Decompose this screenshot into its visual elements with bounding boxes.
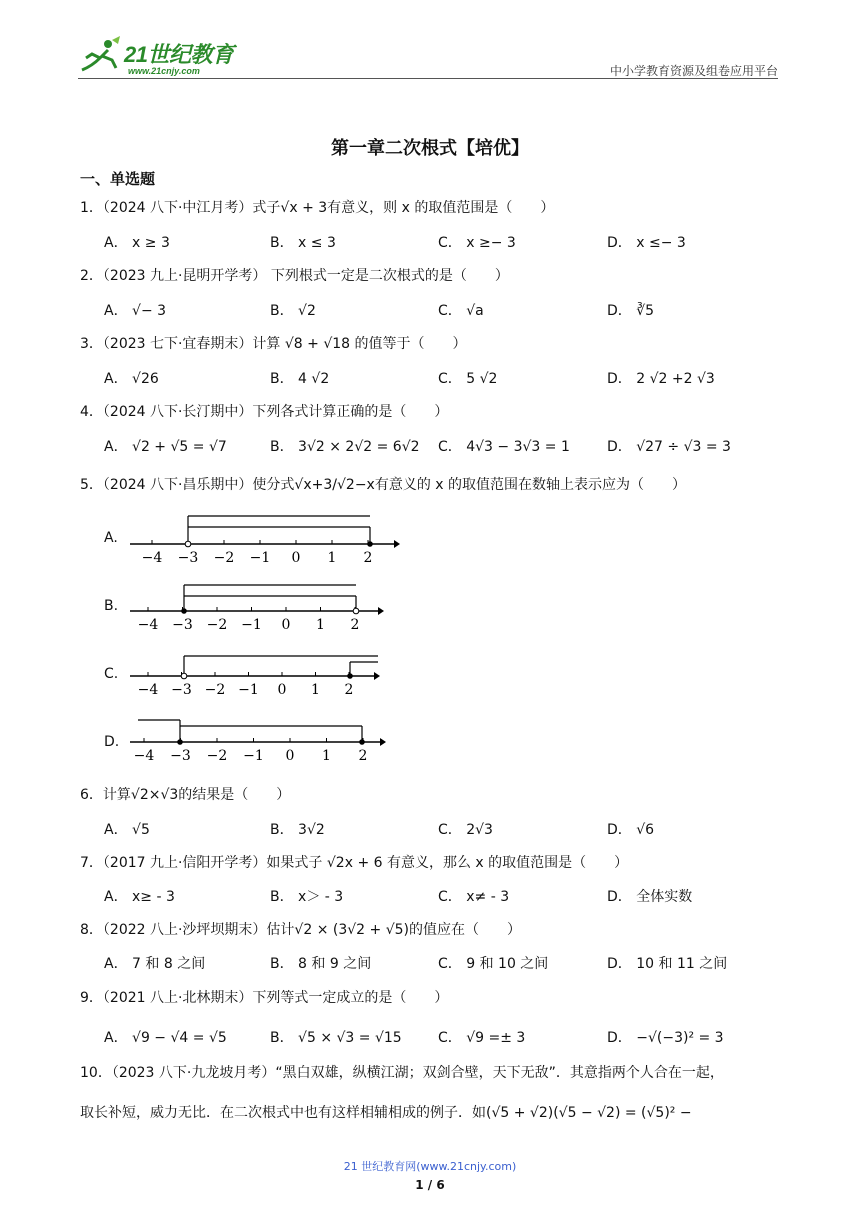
footer-site-link[interactable]: 21 世纪教育网(www.21cnjy.com) <box>343 1160 517 1173</box>
number-line-tick-label: −3 <box>171 682 192 698</box>
number-line-tick-label: 0 <box>285 748 295 764</box>
question-6-stem: 6．计算√2×√3的结果是（ ） <box>80 787 291 803</box>
number-line-tick-label: 2 <box>363 550 373 566</box>
number-line-tick-label: −2 <box>213 550 235 566</box>
question-5-option-d[interactable]: D. <box>104 734 120 750</box>
question-6-option-c[interactable]: C． 2√3 <box>438 822 493 838</box>
question-4-option-a[interactable]: A． √2 + √5 = √7 <box>104 439 227 455</box>
question-9-stem: 9．（2021 八上·北林期末）下列等式一定成立的是（ ） <box>80 990 449 1006</box>
question-4-stem: 4．（2024 八下·长汀期中）下列各式计算正确的是（ ） <box>80 404 449 420</box>
header-divider <box>78 78 778 79</box>
runner-logo-icon <box>78 36 122 76</box>
number-line-a[interactable] <box>130 510 400 572</box>
question-8-option-d[interactable]: D． 10 和 11 之间 <box>607 956 728 972</box>
number-line-b[interactable] <box>130 580 400 642</box>
question-6-option-b[interactable]: B． 3√2 <box>270 822 325 838</box>
number-line-tick-label: 0 <box>291 550 301 566</box>
question-1-option-d[interactable]: D． x ≤− 3 <box>607 235 686 251</box>
question-8-option-a[interactable]: A． 7 和 8 之间 <box>104 956 206 972</box>
question-7-option-a[interactable]: A． x≥ - 3 <box>104 889 175 905</box>
question-1-option-b[interactable]: B． x ≤ 3 <box>270 235 336 251</box>
section-heading: 一、单选题 <box>80 170 156 188</box>
question-3-option-c[interactable]: C． 5 √2 <box>438 371 498 387</box>
question-6-option-d[interactable]: D． √6 <box>607 822 655 838</box>
number-line-tick-label: 1 <box>311 682 320 698</box>
number-line-d[interactable] <box>130 716 400 778</box>
number-line-tick-label: 1 <box>327 550 337 566</box>
question-4-option-b[interactable]: B． 3√2 × 2√2 = 6√2 <box>270 439 420 455</box>
question-10-line-1: 10．（2023 八下·九龙坡月考）“黑白双雄，纵横江湖；双剑合壁，天下无敌”．其意指两个人合在一起， <box>80 1065 724 1081</box>
question-1-stem: 1．（2024 八下·中江月考）式子√x + 3有意义，则 x 的取值范围是（ ） <box>80 200 555 216</box>
question-5-option-b[interactable]: B. <box>104 598 119 614</box>
number-line-tick-label: 1 <box>322 748 331 764</box>
number-line-tick-label: −2 <box>206 617 228 633</box>
question-1-option-c[interactable]: C． x ≥− 3 <box>438 235 516 251</box>
question-2-stem: 2．（2023 九上·昆明开学考） 下列根式一定是二次根式的是（ ） <box>80 268 509 284</box>
question-1-option-a[interactable]: A． x ≥ 3 <box>104 235 170 251</box>
question-7-stem: 7．（2017 九上·信阳开学考）如果式子 √2x + 6 有意义，那么 x 的取值范围是（ ） <box>80 855 629 871</box>
question-8-option-c[interactable]: C． 9 和 10 之间 <box>438 956 549 972</box>
number-line-tick-label: −3 <box>177 550 199 566</box>
question-3-option-d[interactable]: D． 2 √2 +2 √3 <box>607 371 715 387</box>
number-line-tick-label: −2 <box>204 682 226 698</box>
question-6-option-a[interactable]: A． √5 <box>104 822 150 838</box>
question-3-option-a[interactable]: A． √26 <box>104 371 159 387</box>
question-9-option-d[interactable]: D． −√(−3)² = 3 <box>607 1030 724 1046</box>
question-9-option-c[interactable]: C． √9 =± 3 <box>438 1030 526 1046</box>
logo-url: www.21cnjy.com <box>128 66 200 76</box>
question-3-stem: 3．（2023 七下·宜春期末）计算 √8 + √18 的值等于（ ） <box>80 336 467 352</box>
number-line-tick-label: −3 <box>170 748 191 764</box>
question-2-option-c[interactable]: C． √a <box>438 303 484 319</box>
question-7-option-c[interactable]: C． x≠ - 3 <box>438 889 510 905</box>
number-line-tick-label: 2 <box>344 682 354 698</box>
number-line-tick-label: −4 <box>141 550 163 566</box>
question-8-stem: 8．（2022 八上·沙坪坝期末）估计√2 × (3√2 + √5)的值应在（ ） <box>80 922 522 938</box>
number-line-c[interactable] <box>130 648 400 710</box>
number-line-tick-label: −2 <box>206 748 228 764</box>
number-line-tick-label: −1 <box>238 682 259 698</box>
question-7-option-d[interactable]: D． 全体实数 <box>607 889 693 905</box>
number-line-tick-label: −3 <box>172 617 193 633</box>
question-5-stem: 5．（2024 八下·昌乐期中）使分式√x+3/√2−x有意义的 x 的取值范围在数轴上表示应为（ ） <box>80 477 687 493</box>
number-line-tick-label: −1 <box>243 748 264 764</box>
question-7-option-b[interactable]: B． x＞ - 3 <box>270 889 344 905</box>
page-header <box>78 30 778 80</box>
page-title: 第一章二次根式【培优】 <box>331 138 529 159</box>
question-9-option-b[interactable]: B． √5 × √3 = √15 <box>270 1030 402 1046</box>
number-line-tick-label: −4 <box>133 748 155 764</box>
question-8-option-b[interactable]: B． 8 和 9 之间 <box>270 956 372 972</box>
question-2-option-a[interactable]: A． √− 3 <box>104 303 167 319</box>
question-10-line-2: 取长补短，威力无比．在二次根式中也有这样相辅相成的例子．如(√5 + √2)(√5 − √2) = (√5)² − <box>80 1105 692 1121</box>
question-2-option-d[interactable]: D． ∛5 <box>607 303 655 319</box>
page-number: 1 / 6 <box>415 1178 445 1192</box>
header-tagline: 中小学教育资源及组卷应用平台 <box>609 64 778 78</box>
question-4-option-c[interactable]: C． 4√3 − 3√3 = 1 <box>438 439 570 455</box>
question-4-option-d[interactable]: D． √27 ÷ √3 = 3 <box>607 439 731 455</box>
number-line-tick-label: 1 <box>316 617 325 633</box>
number-line-tick-label: 2 <box>358 748 368 764</box>
number-line-tick-label: 2 <box>350 617 360 633</box>
number-line-tick-label: 0 <box>281 617 291 633</box>
number-line-tick-label: −4 <box>137 682 159 698</box>
question-5-option-c[interactable]: C. <box>104 666 119 682</box>
logo-text: 21世纪教育 <box>124 42 234 67</box>
number-line-tick-label: −4 <box>137 617 159 633</box>
question-2-option-b[interactable]: B． √2 <box>270 303 316 319</box>
logo <box>78 36 298 80</box>
number-line-tick-label: −1 <box>241 617 262 633</box>
number-line-tick-label: −1 <box>249 550 271 566</box>
number-line-tick-label: 0 <box>277 682 287 698</box>
question-9-option-a[interactable]: A． √9 − √4 = √5 <box>104 1030 227 1046</box>
question-3-option-b[interactable]: B． 4 √2 <box>270 371 330 387</box>
question-5-option-a[interactable]: A. <box>104 530 118 546</box>
